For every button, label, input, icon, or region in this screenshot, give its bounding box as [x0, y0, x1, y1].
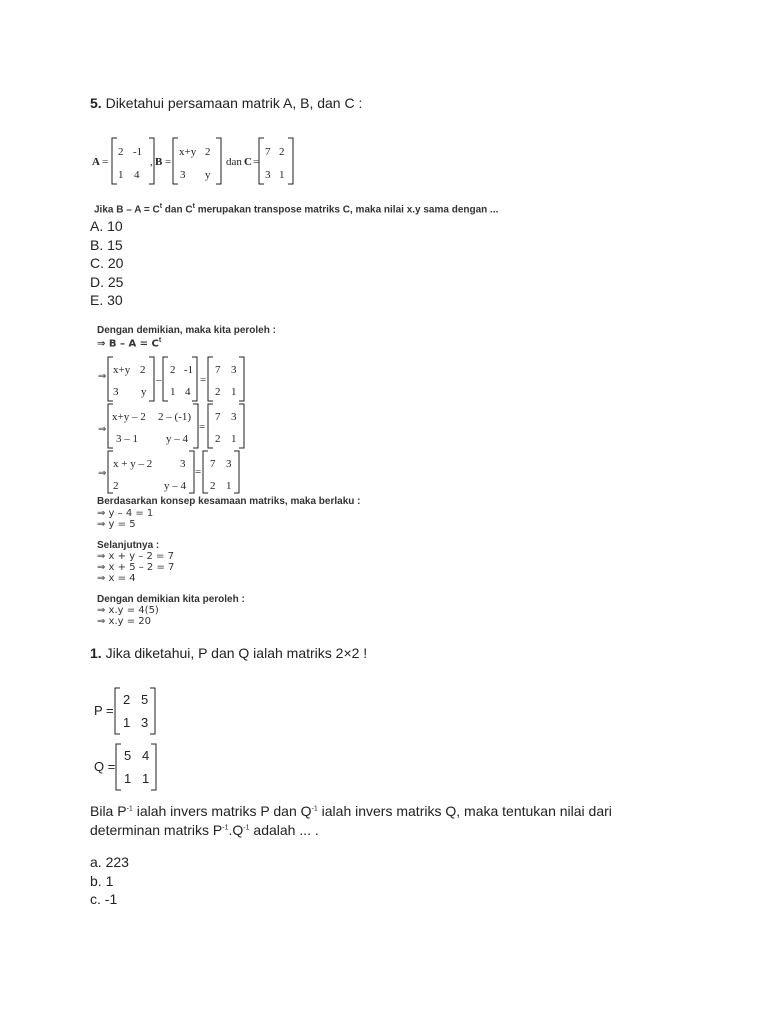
s1-m3-12: 3	[231, 364, 237, 376]
q1-body-l1-c: ialah invers matriks Q, maka tentukan nilai dari	[317, 803, 612, 819]
b-eq: =	[165, 156, 172, 168]
matrix-c-brackets	[258, 137, 294, 185]
peroleh-line-2: ⇒ x.y = 20	[97, 616, 152, 627]
s2-eq: =	[199, 421, 206, 433]
p-cell-12: 5	[141, 692, 149, 707]
s1-m1-11: x+y	[113, 364, 131, 376]
step1-arrow: ⇒	[98, 371, 107, 382]
q1-body-l1-b: ialah invers matriks P dan Q	[132, 803, 312, 819]
b-cell-21: 3	[180, 169, 186, 181]
s1-m2-21: 1	[170, 386, 176, 398]
s2-m1-22: y – 4	[166, 433, 188, 445]
s3-m3-11: 7	[210, 458, 216, 470]
q5-option-b: B. 15	[90, 236, 123, 253]
s1-m1-22: y	[141, 386, 147, 398]
s1-m1-21: 3	[113, 386, 119, 398]
s3-m3-12: 3	[226, 458, 232, 470]
step3-arrow: ⇒	[98, 468, 107, 479]
s2-m1-11: x+y – 2	[112, 411, 146, 423]
c-cell-12: 2	[279, 146, 285, 158]
ab-comma: ,	[150, 156, 153, 168]
solution-intro: Dengan demikian, maka kita peroleh :	[97, 325, 276, 336]
q1-text: Jika diketahui, P dan Q ialah matriks 2×2 !	[105, 645, 368, 661]
cond-sup2: t	[192, 203, 195, 210]
s1-m3-11: 7	[215, 364, 221, 376]
s1-eq: =	[200, 374, 207, 386]
q5-option-c: C. 20	[90, 255, 124, 271]
s1-m2-12: -1	[184, 364, 194, 376]
q-label: Q =	[94, 759, 116, 774]
konsep-line-2: ⇒ y = 5	[97, 519, 136, 530]
a-cell-11: 2	[118, 146, 124, 158]
q1-body-sup-3: -1	[222, 824, 229, 832]
konsep-line-1: ⇒ y – 4 = 1	[97, 508, 154, 519]
b-cell-12: 2	[205, 146, 211, 158]
q1-option-b: b. 1	[90, 872, 114, 889]
q1-body-line-2	[90, 822, 319, 838]
p-cell-21: 1	[123, 715, 131, 730]
s3-m1-21: 2	[113, 480, 119, 492]
q1-body-l1-a: Bila P	[90, 803, 127, 819]
s1-m3-22: 1	[231, 386, 237, 398]
p-label: P =	[94, 703, 114, 718]
a-cell-22: 4	[134, 169, 140, 181]
s1-m3-21: 2	[215, 386, 221, 398]
a-cell-21: 1	[118, 169, 124, 181]
s1-m2-11: 2	[170, 364, 176, 376]
s1-m2-22: 4	[185, 386, 191, 398]
c-cell-11: 7	[265, 146, 271, 158]
q1-option-a: a. 223	[90, 854, 129, 870]
cond-part1: Jika B – A = C	[94, 204, 160, 216]
p-cell-22: 3	[141, 715, 149, 730]
s2-m3-11: 7	[215, 411, 221, 423]
cond-sup1: t	[159, 203, 163, 210]
q1-body-line-1	[90, 803, 612, 819]
step2-m3-brackets	[207, 403, 245, 449]
s3-m3-21: 2	[210, 480, 216, 492]
solution-line1-sup: t	[158, 337, 162, 344]
s2-m1-12: 2 – (-1)	[158, 411, 191, 423]
q1-number: 1.	[90, 645, 102, 661]
peroleh-line-1: ⇒ x.y = 4(5)	[97, 605, 159, 616]
s3-m1-22: y – 4	[164, 480, 186, 492]
s2-m3-22: 1	[231, 433, 237, 445]
step2-arrow: ⇒	[98, 424, 107, 435]
solution-line1	[97, 337, 161, 349]
cond-part3: merupakan transpose matriks C, maka nilai x.y sama dengan ...	[194, 204, 499, 216]
q1-options	[90, 853, 129, 909]
konsep-title: Berdasarkan konsep kesamaan matriks, maka berlaku :	[97, 496, 361, 507]
q5-options	[90, 217, 123, 310]
c-cell-21: 3	[265, 169, 271, 181]
q1-body-sup-4: -1	[243, 824, 250, 832]
a-eq: =	[102, 156, 109, 168]
solution-line1-text: ⇒ B – A = C	[97, 338, 159, 350]
s2-m3-12: 3	[231, 411, 237, 423]
q1-body-l2-a: determinan matriks P	[90, 822, 223, 838]
q5-number: 5.	[90, 95, 102, 111]
selanjutnya-line-1: ⇒ x + y – 2 = 7	[97, 551, 174, 562]
dan-text: dan	[226, 156, 242, 168]
step1-m3-brackets	[207, 356, 245, 402]
q-cell-11: 5	[124, 748, 132, 763]
q1-body-sup-2: -1	[311, 805, 318, 813]
s2-m1-21: 3 – 1	[116, 433, 138, 445]
s2-m3-21: 2	[215, 433, 221, 445]
a-label: A	[92, 156, 100, 168]
cond-part2: dan C	[162, 204, 193, 216]
q5-option-d: D. 25	[90, 273, 124, 290]
q-cell-12: 4	[142, 748, 150, 763]
q1-body-l2-c: adalah ... .	[249, 822, 319, 838]
c-cell-22: 1	[279, 169, 285, 181]
q-cell-21: 1	[124, 771, 132, 786]
s3-m3-22: 1	[226, 480, 232, 492]
selanjutnya-line-3: ⇒ x = 4	[97, 573, 136, 584]
step3-m3-brackets	[202, 450, 240, 494]
q5-text: Diketahui persamaan matrik A, B, dan C :	[105, 95, 363, 111]
q1-option-c: c. -1	[90, 891, 118, 907]
q5-condition	[94, 203, 498, 215]
step1-m2-brackets	[162, 356, 198, 402]
q5-heading	[90, 95, 362, 111]
q5-option-a: A. 10	[90, 218, 123, 234]
q5-option-e: E. 30	[90, 292, 123, 308]
a-cell-12: -1	[133, 146, 143, 158]
b-cell-11: x+y	[179, 146, 197, 158]
peroleh-title: Dengan demikian kita peroleh :	[97, 594, 245, 605]
s3-m1-11: x + y – 2	[113, 458, 153, 470]
q1-body-l2-b: .Q	[228, 822, 244, 838]
q1-heading	[90, 645, 367, 661]
p-brackets	[114, 687, 156, 735]
selanjutnya-title: Selanjutnya :	[97, 540, 160, 551]
c-eq: =	[253, 156, 260, 168]
p-cell-11: 2	[123, 692, 131, 707]
c-label: C	[244, 156, 252, 168]
b-label: B	[155, 156, 163, 168]
s3-eq: =	[195, 466, 202, 478]
selanjutnya-line-2: ⇒ x + 5 – 2 = 7	[97, 562, 175, 573]
q-brackets	[115, 743, 157, 791]
b-cell-22: y	[205, 169, 211, 181]
q-cell-22: 1	[142, 771, 150, 786]
q1-body-sup-1: -1	[126, 805, 133, 813]
s3-m1-12: 3	[180, 458, 186, 470]
s1-minus: –	[156, 374, 162, 386]
s1-m1-12: 2	[140, 364, 146, 376]
